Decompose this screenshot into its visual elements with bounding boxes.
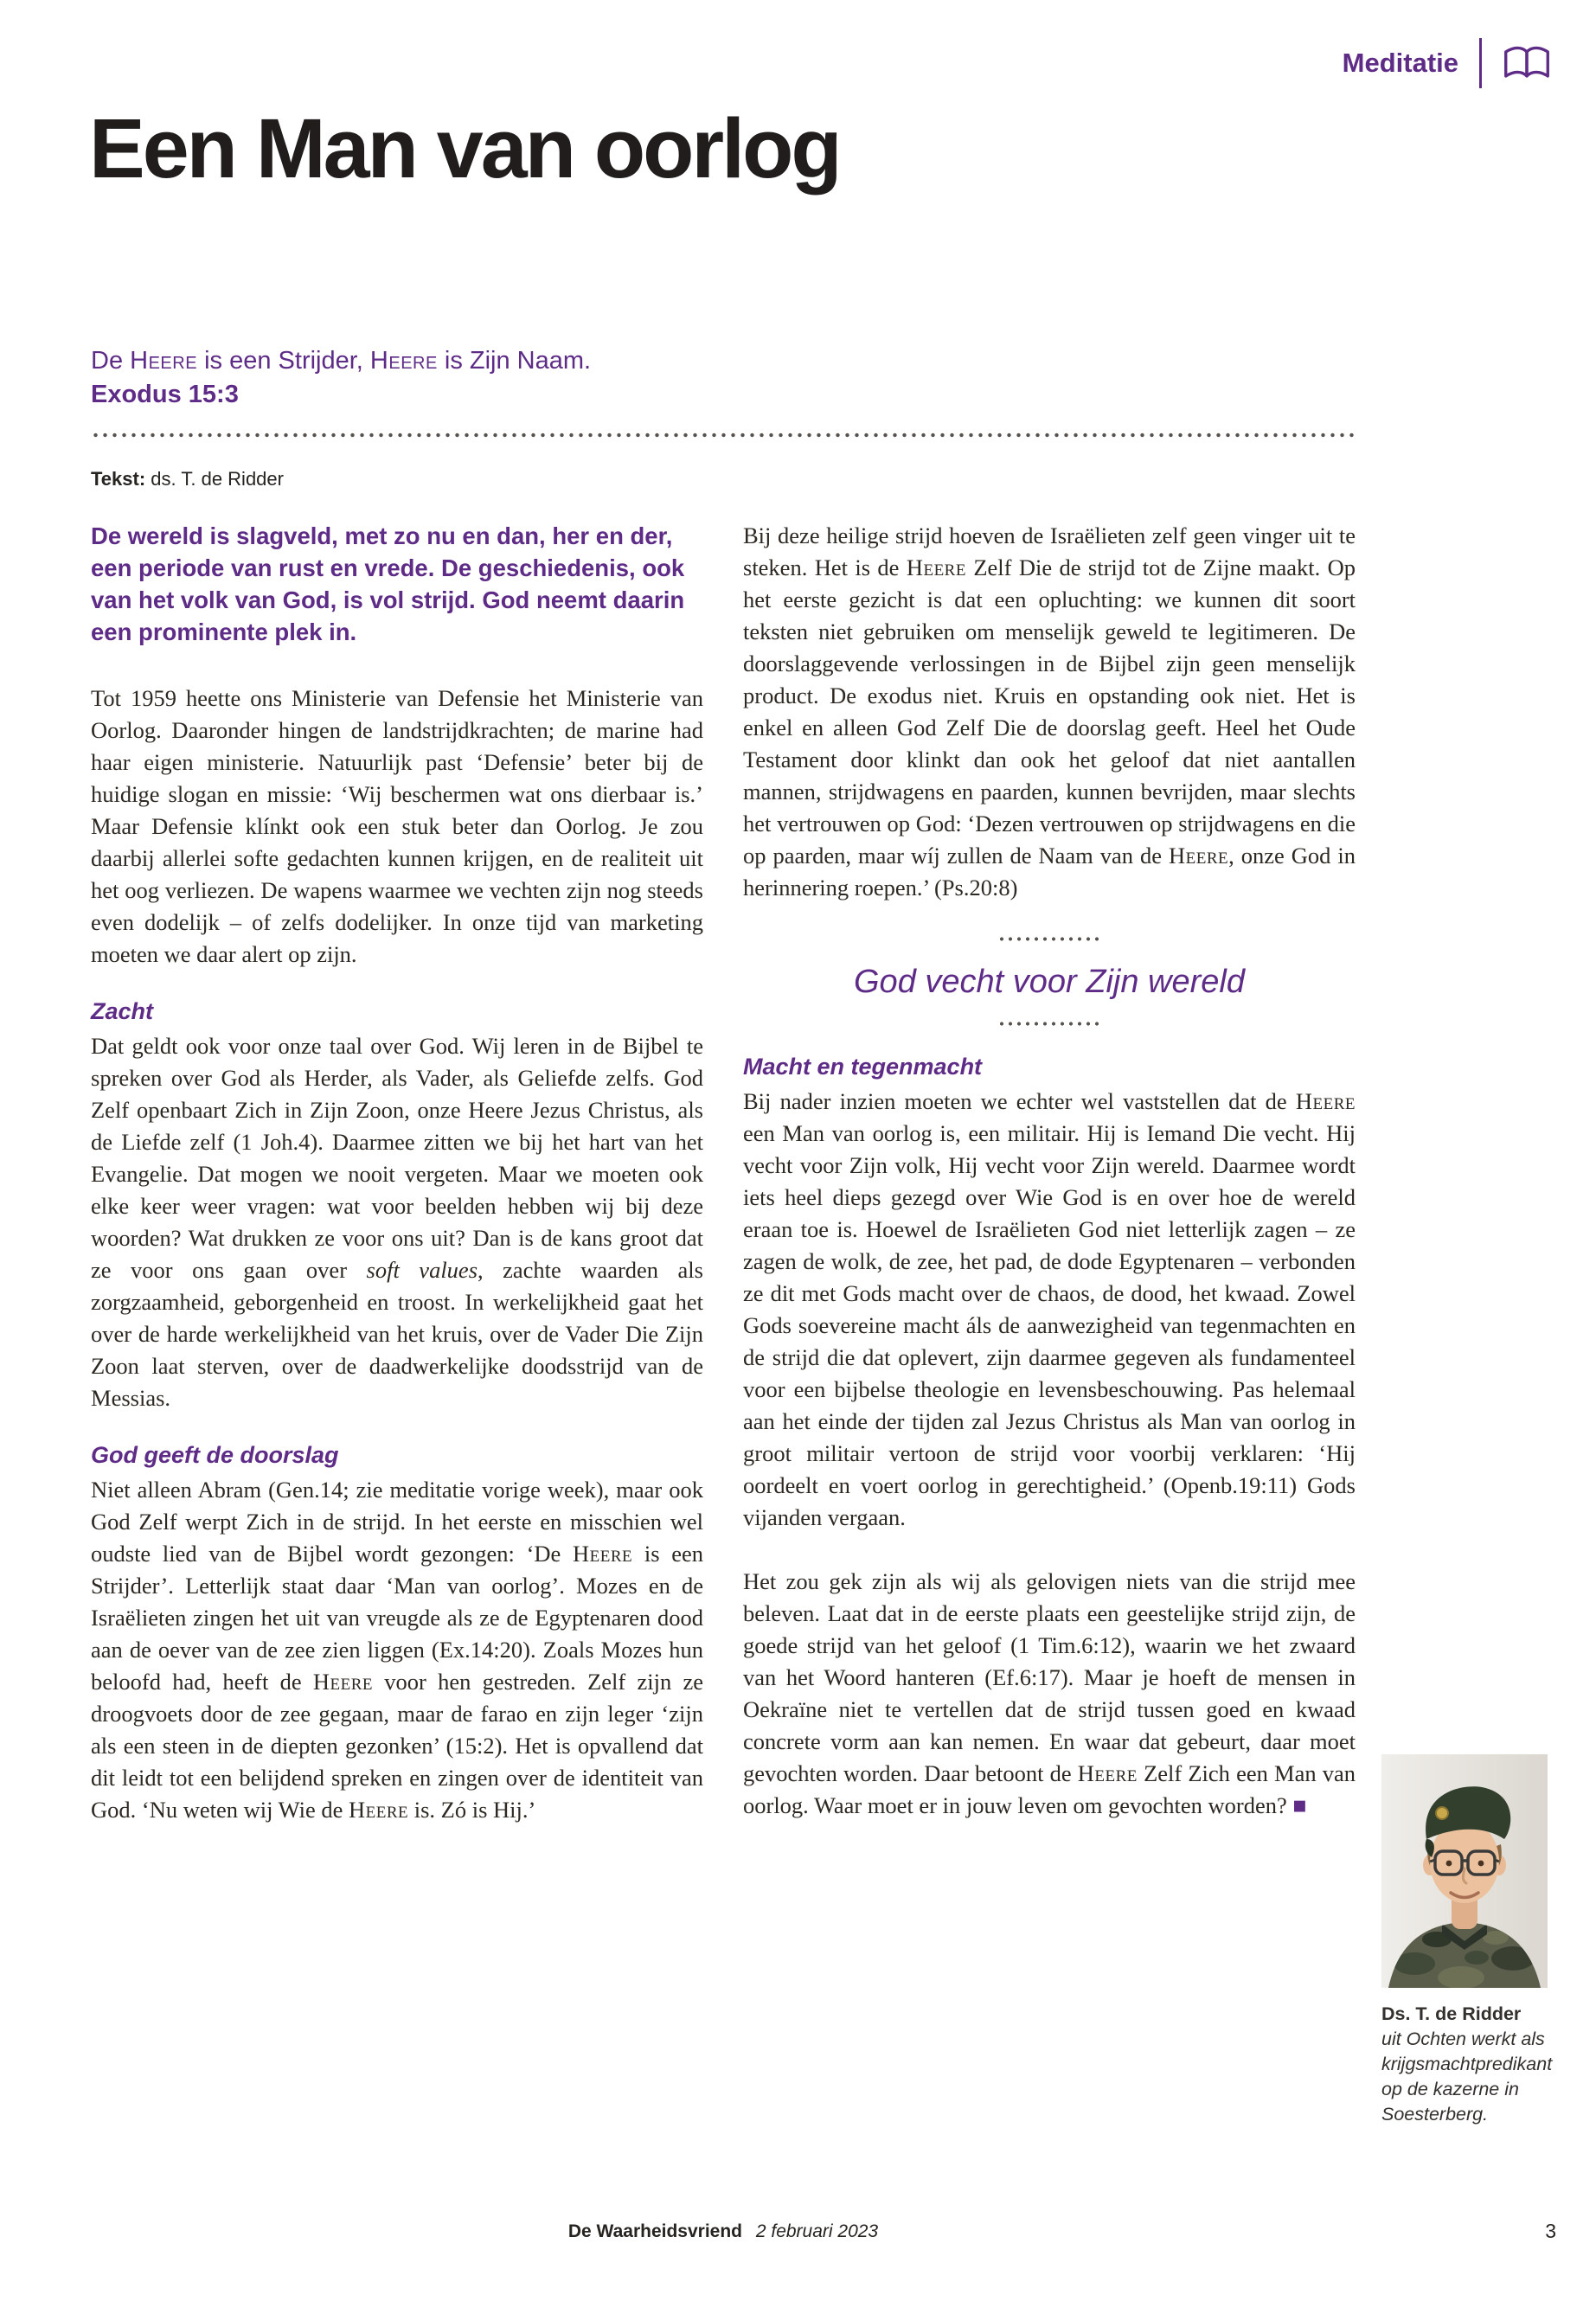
intro-paragraph: De wereld is slagveld, met zo nu en dan, her en der, een periode van rust en vrede. De geschiedenis, ook van het volk van God, is vol strijd. God neemt daarin een prominente plek in. bbox=[91, 522, 685, 645]
paragraph-ministerie: Tot 1959 heette ons Ministerie van Defensie het Ministerie van Oorlog. Daaronder hingen de landstrijdkrachten; de marine had haar eigen ministerie. Natuurlijk past ‘Defensie’ beter bij de huidige slogan en missie: ‘Wij beschermen wat ons dierbaar is.’ Maar Defensie klínkt ook een stuk beter dan Oorlog. Je zou daarbij allerlei softe gedachten kunnen krijgen, en de realiteit uit het oog verliezen. De wapens waarmee we vechten zijn nog steeds even dodelijk – of zelfs dodelijker. In onze tijd van marketing moeten we daar alert op zijn. bbox=[91, 685, 703, 967]
pullquote-dots-bottom bbox=[997, 1022, 1101, 1026]
paragraph-heilige-strijd: Bij deze heilige strijd hoeven de Israëlieten zelf geen vinger uit te steken. Het is de Heere Zelf Die de strijd tot de Zijne maakt. Op het eerste gezicht is dat een opluchting: we kunnen dit soort teksten niet gebruiken om menselijk geweld te legitimeren. De doorslaggevende verlossingen in de Bijbel zijn geen menselijk product. De exodus niet. Kruis en opstanding ook niet. Het is enkel en alleen God Zelf Die de doorslag geeft. Heel het Oude Testament door klinkt dan ook het geloof dat niet aantallen mannen, strijdwagens en paarden, kunnen bevrijden, maar slechts het vertrouwen op God: ‘Dezen vertrouwen op strijdwagens en die op paarden, maar wíj zullen de Naam van de Heere, onze God in herinnering roepen.’ (Ps.20:8) bbox=[743, 522, 1356, 901]
page-header bbox=[1343, 38, 1551, 88]
paragraph-slot: Het zou gek zijn als wij als gelovigen niets van die strijd mee beleven. Laat dat in de eerste plaats een geestelijke strijd zijn, de goede strijd van het geloof (1 Tim.6:12), waarin we het zwaard van het Woord hanteren (Ef.6:17). Maar je hoeft de mensen in Oekraïne niet te vertellen dat de strijd tussen goed en kwaad concrete vorm aan kan nemen. En waar dat gebeurt, daar moet gevochten worden. Daar betoont de Heere Zelf Zich een Man van oorlog. Waar moet er in jouw leven om gevochten worden? ■ bbox=[743, 1568, 1356, 1818]
header-divider bbox=[1479, 38, 1482, 88]
page-footer bbox=[91, 2221, 1356, 2242]
column-left bbox=[91, 520, 703, 1826]
footer-magazine-name: De Waarheidsvriend bbox=[567, 2221, 742, 2241]
portrait-photo bbox=[1381, 1754, 1548, 1988]
subheading-zacht: Zacht bbox=[91, 998, 154, 1024]
byline-label: Tekst: bbox=[91, 468, 146, 490]
subheading-macht-en-tegenmacht: Macht en tegenmacht bbox=[743, 1054, 983, 1080]
pullquote-dots-top bbox=[997, 937, 1101, 941]
byline-author: ds. T. de Ridder bbox=[151, 468, 284, 490]
footer-date: 2 februari 2023 bbox=[755, 2221, 879, 2241]
section-label: Meditatie bbox=[1342, 48, 1458, 78]
pull-quote: God vecht voor Zijn wereld bbox=[854, 964, 1245, 1000]
portrait-figure bbox=[1381, 1754, 1553, 2127]
photo-caption bbox=[1381, 2002, 1553, 2127]
paragraph-zacht: Dat geldt ook voor onze taal over God. Wij leren in de Bijbel te spreken over God als Herder, als Vader, als Geliefde zelfs. God Zelf openbaart Zich in Zijn Zoon, onze Heere Jezus Christus, als de Liefde zelf (1 Joh.4). Daarmee zitten we bij het hart van het Evangelie. Dat mogen we nooit vergeten. Maar we moeten ook elke keer weer vragen: wat voor beelden hebben wij bij deze woorden? Wat drukken ze voor ons uit? Dan is de kans groot dat ze voor ons gaan over soft values, zachte waarden als zorgzaamheid, geborgenheid en troost. In werkelijkheid gaat het over de harde werkelijkheid van het kruis, over de Vader Die Zijn Zoon laat sterven, over de daadwerkelijke doodsstrijd van de Messias. bbox=[91, 1033, 703, 1411]
verse-reference: Exodus 15:3 bbox=[91, 381, 239, 408]
column-right bbox=[743, 520, 1356, 1826]
page-number: 3 bbox=[1545, 2220, 1556, 2242]
paragraph-doorslag: Niet alleen Abram (Gen.14; zie meditatie vorige week), maar ook God Zelf werpt Zich in de strijd. In het eerste en misschien wel oudste lied van de Bijbel wordt gezongen: ‘De Heere is een Strijder’. Letterlijk staat daar ‘Man van oorlog’. Mozes en de Israëlieten zingen het uit van vreugde als ze de Egyptenaren dood aan de oever van de zee zien liggen (Ex.14:20). Zoals Mozes hun beloofd had, heeft de Heere voor hen gestreden. Zelf zijn ze droogvoets door de zee gegaan, maar de farao en zijn leger ‘zijn als een steen in de diepten gezonken’ (15:2). Het is opvallend dat dit leidt tot een belijdend spreken en zingen over de identiteit van God. ‘Nu weten wij Wie de Heere is. Zó is Hij.’ bbox=[91, 1477, 704, 1823]
dotted-separator bbox=[91, 433, 1356, 438]
subheading-god-geeft-de-doorslag: God geeft de doorslag bbox=[91, 1442, 339, 1468]
article-columns bbox=[91, 520, 1356, 1826]
photo-caption-name: Ds. T. de Ridder bbox=[1381, 2003, 1522, 2024]
paragraph-macht: Bij nader inzien moeten we echter wel vaststellen dat de Heere een Man van oorlog is, een militair. Hij is Iemand Die vecht. Hij vecht voor Zijn volk, Hij vecht voor Zijn wereld. Daarmee wordt iets heel dieps gezegd over Wie God is en over hoe de wereld eraan toe is. Hoewel de Israëlieten God niet letterlijk zagen – ze zagen de wolk, de zee, het pad, de dode Egyptenaren – verbonden ze dit met Gods macht over de chaos, de dood, het kwaad. Zowel Gods soevereine macht áls de aanwezigheid van tegenmachten en de strijd die dat oplevert, zijn daarmee gegeven als fundamenteel voor een bijbelse theologie en levensbeschouwing. Pas helemaal aan het einde der tijden zal Jezus Christus als Man van oorlog in groot militair vertoon de strijd voor voorbij verklaren: ‘Hij oordeelt en voert oorlog in gerechtigheid.’ (Openb.19:11) Gods vijanden vergaan. bbox=[743, 1088, 1356, 1530]
byline bbox=[91, 468, 284, 490]
verse-block bbox=[91, 344, 591, 412]
open-book-icon bbox=[1503, 45, 1551, 81]
page-title: Een Man van oorlog bbox=[89, 101, 840, 195]
photo-caption-text: uit Ochten werkt als krijgsmachtpredikant op de kazerne in Soesterberg. bbox=[1381, 2029, 1553, 2125]
verse-quote: De Heere is een Strijder, Heere is Zijn Naam. bbox=[91, 347, 592, 375]
